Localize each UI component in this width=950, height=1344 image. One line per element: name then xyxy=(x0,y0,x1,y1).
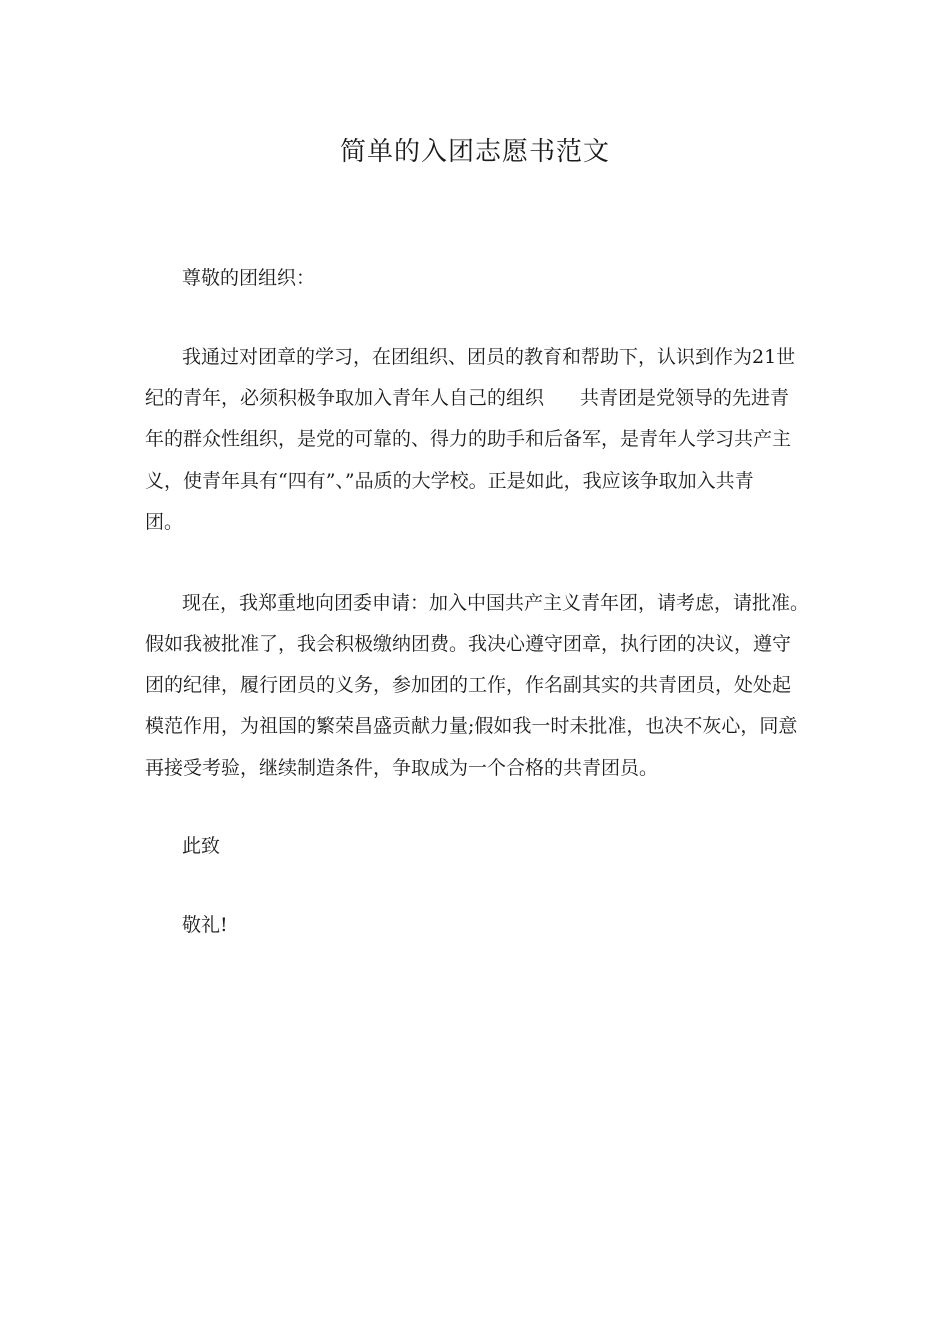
closing-line1: 此致 xyxy=(182,835,221,857)
document-title: 简单的入团志愿书范文 xyxy=(339,137,610,167)
paragraph1-line2 xyxy=(145,384,789,412)
paragraph1-line3: 年的群众性组织，是党的可靠的、得力的助手和后备军，是青年人学习共产主 xyxy=(145,428,792,450)
paragraph1-line2-part1: 纪的青年，必须积极争取加入青年人自己的组织 xyxy=(145,387,545,409)
paragraph2-line5: 再接受考验，继续制造条件，争取成为一个合格的共青团员。 xyxy=(145,757,659,779)
paragraph2-line2: 假如我被批准了，我会积极缴纳团费。我决心遵守团章，执行团的决议，遵守 xyxy=(145,633,792,655)
paragraph2-line4: 模范作用，为祖国的繁荣昌盛贡献力量;假如我一时未批准，也决不灰心，同意 xyxy=(145,715,798,737)
paragraph2-line1: 现在，我郑重地向团委申请：加入中国共产主义青年团，请考虑，请批准。 xyxy=(182,592,810,614)
paragraph1-line2-part2: 共青团是党领导的先进青 xyxy=(580,387,790,409)
paragraph1-line1: 我通过对团章的学习，在团组织、团员的教育和帮助下，认识到作为21世 xyxy=(182,346,796,368)
closing-line2: 敬礼! xyxy=(182,914,228,936)
paragraph1-line4: 义，使青年具有“四有”、”品质的大学校。正是如此，我应该争取加入共青 xyxy=(145,470,754,492)
paragraph1-line5: 团。 xyxy=(145,511,184,533)
paragraph2-line3: 团的纪律，履行团员的义务，参加团的工作，作名副其实的共青团员，处处起 xyxy=(145,674,792,696)
salutation: 尊敬的团组织： xyxy=(182,267,316,289)
